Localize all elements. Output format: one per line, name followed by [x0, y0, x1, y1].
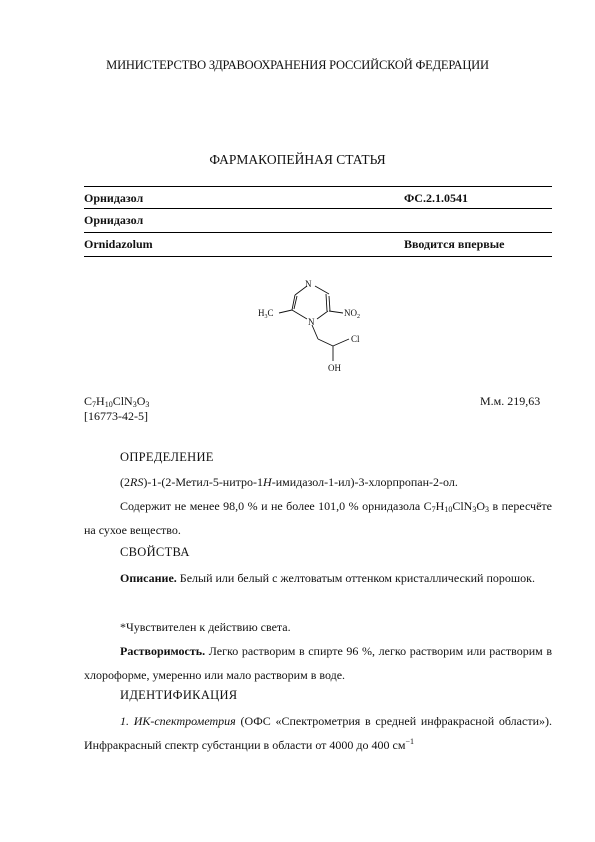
divider-top [84, 186, 552, 187]
section-identification: ИДЕНТИФИКАЦИЯ [120, 688, 238, 702]
ministry-header: МИНИСТЕРСТВО ЗДРАВООХРАНЕНИЯ РОССИЙСКОЙ ФЕДЕРАЦИИ [106, 58, 489, 72]
ir-spectrometry-paragraph: 1. ИК-спектрометрия (ОФС «Спектрометрия в средней инфракрасной области»). Инфракрасный спектр субстанции в области от 4000 до 400 $см^{-1}$ [84, 714, 552, 752]
document-title: ФАРМАКОПЕЙНАЯ СТАТЬЯ [209, 152, 386, 167]
light-sensitivity-note: *Чувствителен к действию света. [120, 620, 291, 634]
section-properties: СВОЙСТВА [120, 545, 190, 559]
iupac-name: (2RS)-1-(2-Метил-5-нитро-1H-имидазол-1-ил)-3-хлорпропан-2-ол. [120, 475, 458, 489]
section-definition: ОПРЕДЕЛЕНИЕ [120, 450, 214, 464]
solubility-paragraph: Растворимость. Легко растворим в спирте 96 %, легко растворим или растворим в хлороформе, умеренно или мало растворим в воде. [84, 644, 552, 682]
content-statement: Содержит не менее 98,0 % и не более 101,0 % орнидазола $C_7H_{10}ClN_3O_3$ в пересчёте на сухое вещество. [84, 499, 552, 537]
divider-1 [84, 208, 552, 209]
divider-bottom [84, 256, 552, 257]
divider-2 [84, 232, 552, 233]
article-code: ФС.2.1.0541 [404, 191, 468, 205]
chloro-group: Cl [351, 334, 360, 344]
substance-name-lat: Ornidazolum [84, 237, 153, 251]
molecular-weight: М.м. 219,63 [480, 394, 541, 408]
cas-number: [16773-42-5] [84, 409, 148, 423]
nitro-group: $NO_2$ [344, 308, 360, 320]
methyl-group: $H_3C$ [258, 308, 274, 320]
description-paragraph: Описание. Белый или белый с желтоватым оттенком кристаллический порошок. [120, 571, 535, 585]
molecular-formula: $C_7H_{10}ClN_3O_3$ [84, 394, 150, 409]
hydroxy-group: OH [328, 363, 341, 373]
substance-name-ru: Орнидазол [84, 191, 144, 205]
substance-name-ru-2: Орнидазол [84, 213, 144, 227]
ring-nitrogen-3: N [305, 279, 312, 289]
structural-formula [255, 275, 395, 385]
article-status: Вводится впервые [404, 237, 505, 251]
ring-nitrogen-1: N [308, 317, 315, 327]
